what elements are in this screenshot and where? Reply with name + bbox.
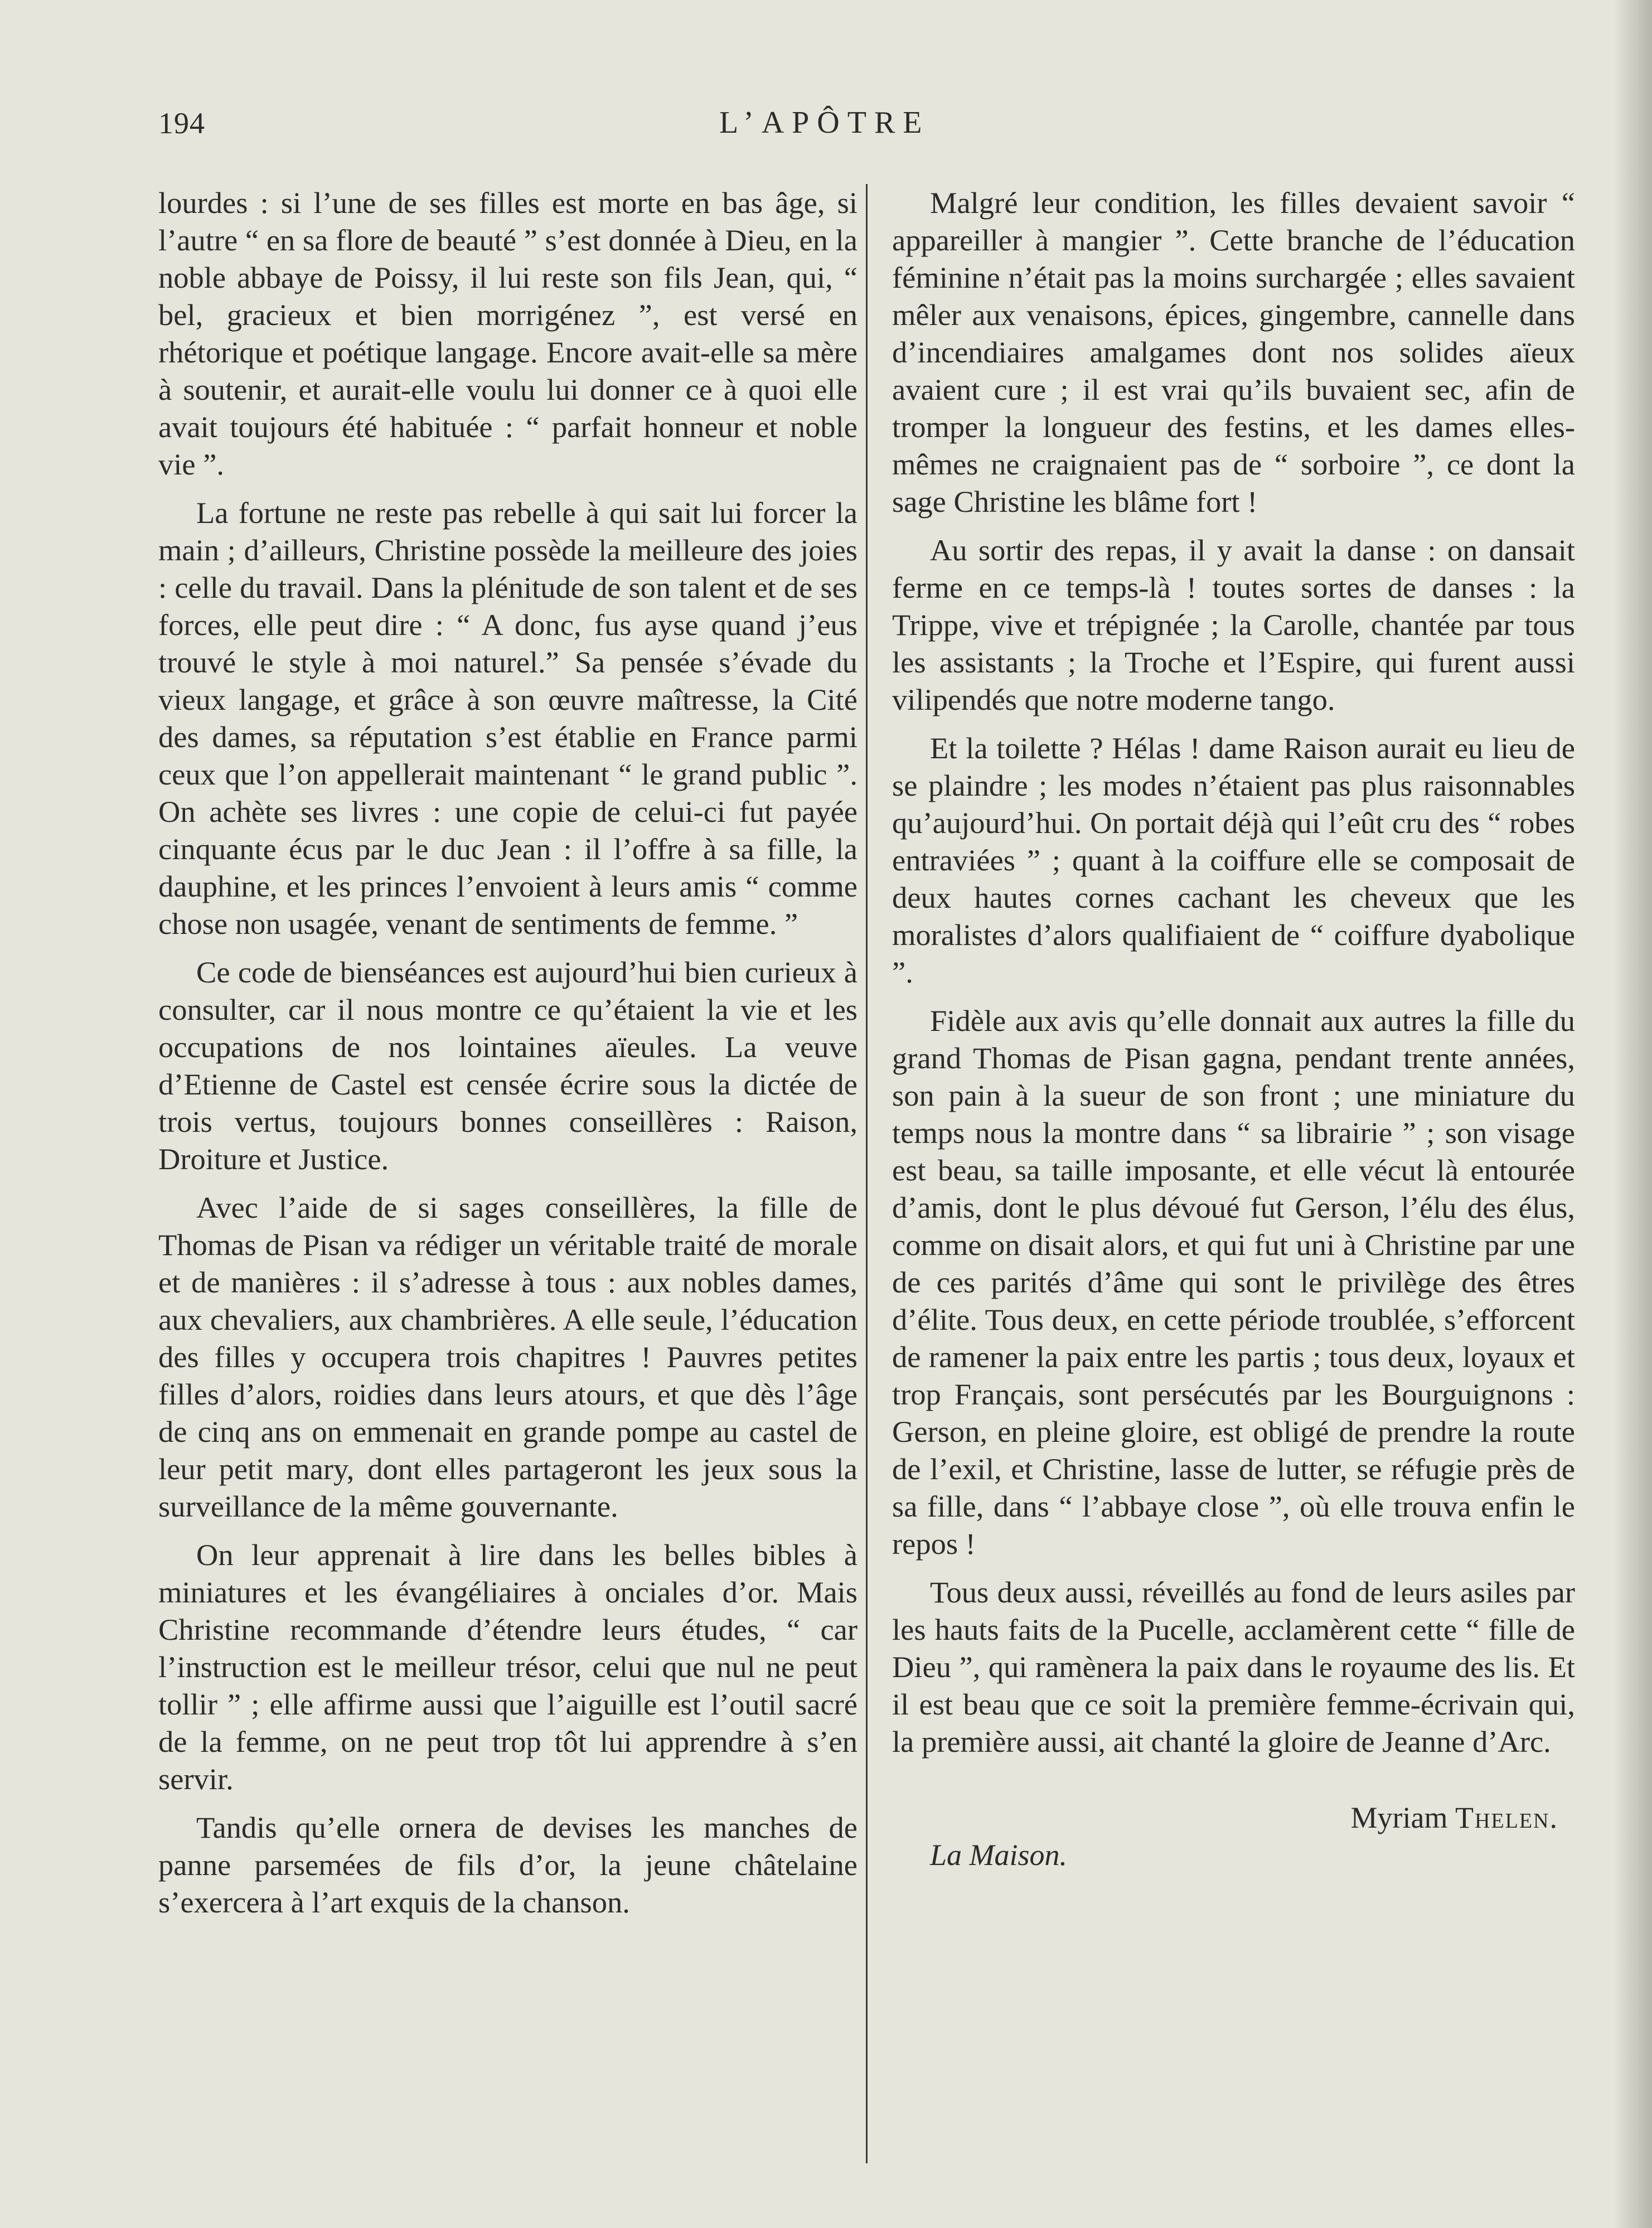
paragraph: Fidèle aux avis qu’elle donnait aux autres la fille du grand Thomas de Pisan gagna, pendant trente années, son pain à la sueur de son front ; une miniature du temps nous la montre dans “ sa librairie ” ; son visage est beau, sa taille imposante, et elle vécut là entourée d’amis, dont le plus dévoué fut Gerson, l’élu des élus, comme on disait alors, et qui fut uni à Christine par une de ces parités d’âme qui sont le privilège des êtres d’élite. Tous deux, en cette période troublée, s’efforcent de ramener la paix entre les partis ; tous deux, loyaux et trop Français, sont persécutés par les Bourguignons : Gerson, en pleine gloire, est obligé de prendre la route de l’exil, et Christine, lasse de lutter, se réfugie près de sa fille, dans “ l’abbaye close ”, où elle trouva enfin le repos ! [892,1004,1575,1561]
paragraph: Malgré leur condition, les filles devaient savoir “ appareiller à mangier ”. Cette branche de l’éducation féminine n’était pas la moins surchargée ; elles savaient mêler aux venaisons, épices, gingembre, cannelle dans d’incendiaires amalgames dont nos solides aïeux avaient cure ; il est vrai qu’ils buvaient sec, afin de tromper la longueur des festins, et les dames elles-mêmes ne craignaient pas de “ sorboire ”, ce dont la sage Christine les blâme fort ! [892,186,1575,519]
right-column [892,184,1575,1885]
left-column [158,184,858,1932]
paragraph: Et la toilette ? Hélas ! dame Raison aurait eu lieu de se plaindre ; les modes n’étaient pas plus raisonnables qu’aujourd’hui. On portait déjà qui l’eût cru des “ robes entraviées ” ; quant à la coiffure elle se composait de deux hautes cornes cachant les cheveux que les moralistes d’alors qualifiaient de “ coiffure dyabolique ”. [892,731,1575,989]
paragraph: On leur apprenait à lire dans les belles bibles à miniatures et les évangéliaires à onciales d’or. Mais Christine recommande d’étendre leurs études, “ car l’instruction est le meilleur trésor, celui que nul ne peut tollir ” ; elle affirme aussi que l’aiguille est l’outil sacré de la femme, on ne peut trop tôt lui apprendre à s’en servir. [158,1538,858,1796]
paragraph: Tous deux aussi, réveillés au fond de leurs asiles par les hauts faits de la Pucelle, acclamèrent cette “ fille de Dieu ”, qui ramènera la paix dans le royaume des lis. Et il est beau que ce soit la première femme-écrivain qui, la première aussi, ait chanté la gloire de Jeanne d’Arc. [892,1575,1575,1759]
source-credit: La Maison. [930,1838,1068,1872]
author-last-name: Thelen. [1455,1801,1558,1834]
running-title: L’APÔTRE [719,105,930,140]
column-rule [866,184,868,2163]
author-signature [892,1799,1558,1837]
paragraph: Au sortir des repas, il y avait la danse : on dansait ferme en ce temps-là ! toutes sortes de danses : la Trippe, vive et trépignée ; la Carolle, chantée par tous les assistants ; la Troche et l’Espire, qui furent aussi vilipendés que notre moderne tango. [892,533,1575,716]
paragraph: lourdes : si l’une de ses filles est morte en bas âge, si l’autre “ en sa flore de beauté ” s’est donnée à Dieu, en la noble abbaye de Poissy, il lui reste son fils Jean, qui, “ bel, gracieux et bien morrigénez ”, est versé en rhétorique et poétique langage. Encore avait-elle sa mère à soutenir, et aurait-elle voulu lui donner ce à quoi elle avait toujours été habituée : “ parfait honneur et noble vie ”. [158,186,858,481]
paragraph: Ce code de bienséances est aujourd’hui bien curieux à consulter, car il nous montre ce qu’étaient la vie et les occupations de nos lointaines aïeules. La veuve d’Etienne de Castel est censée écrire sous la dictée de trois vertus, toujours bonnes conseillères : Raison, Droiture et Justice. [158,955,858,1176]
page-edge-shadow [1613,0,1652,2228]
author-first-name: Myriam [1350,1801,1448,1834]
paragraph: Avec l’aide de si sages conseillères, la fille de Thomas de Pisan va rédiger un véritable traité de morale et de manières : il s’adresse à tous : aux nobles dames, aux chevaliers, aux chambrières. A elle seule, l’éducation des filles y occupera trois chapitres ! Pauvres petites filles d’alors, roidies dans leurs atours, et que dès l’âge de cinq ans on emmenait en grande pompe au castel de leur petit mary, dont elles partageront les jeux sous la surveillance de la même gouvernante. [158,1190,858,1523]
paragraph: La fortune ne reste pas rebelle à qui sait lui forcer la main ; d’ailleurs, Christine possède la meilleure des joies : celle du travail. Dans la plénitude de son talent et de ses forces, elle peut dire : “ A donc, fus ayse quand j’eus trouvé le style à moi naturel.” Sa pensée s’évade du vieux langage, et grâce à son œuvre maîtresse, la Cité des dames, sa réputation s’est établie en France parmi ceux que l’on appellerait maintenant “ le grand public ”. On achète ses livres : une copie de celui-ci fut payée cinquante écus par le duc Jean : il l’offre à sa fille, la dauphine, et les princes l’envoient à leurs amis “ comme chose non usagée, venant de sentiments de femme. ” [158,496,858,941]
paragraph: Tandis qu’elle ornera de devises les manches de panne parsemées de fils d’or, la jeune châtelaine s’exercera à l’art exquis de la chanson. [158,1810,858,1919]
page-number: 194 [158,106,205,140]
